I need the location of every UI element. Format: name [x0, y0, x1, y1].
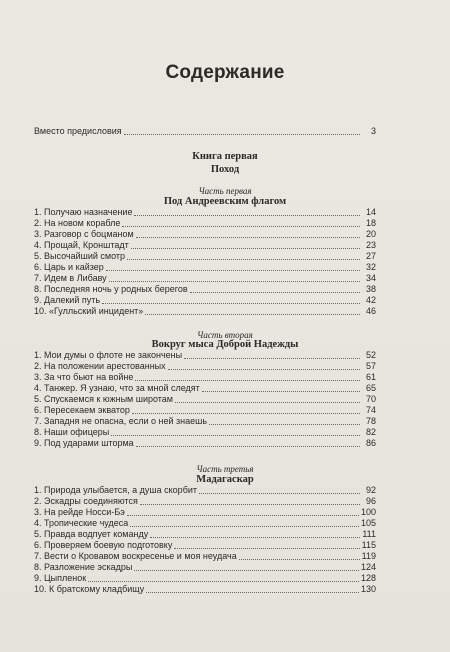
toc-entry — [34, 438, 376, 449]
toc-entry-label: 10. К братскому кладбищу — [34, 584, 145, 594]
toc-entry — [34, 496, 376, 507]
toc-entry — [34, 273, 376, 284]
toc-entry-page: 119 — [361, 551, 376, 561]
dot-leader — [239, 558, 360, 560]
toc-entry-page: 61 — [365, 372, 376, 382]
toc-entry — [34, 416, 376, 427]
toc-entry-page: 42 — [365, 295, 376, 305]
toc-entry-label: 6. Пересекаем экватор — [34, 405, 130, 415]
dot-leader — [124, 133, 360, 135]
toc-entry — [34, 218, 376, 229]
book-title: Книга первая — [192, 151, 258, 162]
toc-entry-page: 124 — [360, 562, 376, 572]
toc-entry — [34, 507, 376, 518]
toc-entry-label: 3. На рейде Носси-Бэ — [34, 507, 125, 517]
toc-entry — [34, 540, 376, 551]
toc-entry-label: 7. Вести о Кровавом воскресенье и моя неудача — [34, 551, 237, 561]
toc-entry-label: 4. Танжер. Я узнаю, что за мной следят — [34, 383, 200, 393]
toc-entry — [34, 262, 376, 273]
toc-entry — [34, 427, 376, 438]
toc-entry-page: 65 — [365, 383, 376, 393]
toc-entry-label: Вместо предисловия — [34, 126, 122, 136]
dot-leader — [136, 445, 360, 447]
toc-entry — [34, 295, 376, 306]
toc-entry — [34, 383, 376, 394]
dot-leader — [131, 247, 360, 249]
dot-leader — [174, 547, 359, 549]
dot-leader — [122, 225, 360, 227]
toc-entry — [34, 562, 376, 573]
toc-entry-page: 96 — [365, 496, 376, 506]
dot-leader — [146, 591, 359, 593]
dot-leader — [135, 379, 360, 381]
toc-entry-label: 1. Получаю назначение — [34, 207, 133, 217]
toc-entry — [34, 251, 376, 262]
toc-entry-preface — [34, 126, 376, 137]
toc-entry — [34, 361, 376, 372]
toc-entry — [34, 207, 376, 218]
toc-entry-page: 27 — [365, 251, 376, 261]
toc-entry — [34, 350, 376, 361]
book-subtitle: Поход — [210, 164, 240, 175]
toc-entry-page: 32 — [365, 262, 376, 272]
toc-entry-page: 78 — [365, 416, 376, 426]
dot-leader — [88, 580, 359, 582]
dot-leader — [127, 514, 359, 516]
dot-leader — [132, 412, 360, 414]
toc-entry-page: 111 — [362, 529, 376, 539]
toc-entry-page: 52 — [365, 350, 376, 360]
dot-leader — [140, 503, 360, 505]
toc-entry-label: 5. Высочайший смотр — [34, 251, 126, 261]
toc-entry-page: 34 — [365, 273, 376, 283]
dot-leader — [209, 423, 360, 425]
toc-entry-label: 2. Эскадры соединяются — [34, 496, 138, 506]
toc-entry-label: 4. Тропические чудеса — [34, 518, 129, 528]
dot-leader — [106, 269, 360, 271]
toc-entry — [34, 573, 376, 584]
toc-entry-page: 100 — [360, 507, 376, 517]
part-title: Вокруг мыса Доброй Надежды — [151, 339, 299, 350]
toc-entry-label: 6. Проверяем боевую подготовку — [34, 540, 173, 550]
toc-entry-page: 46 — [365, 306, 376, 316]
toc-entry-page: 3 — [370, 126, 376, 136]
toc-entry — [34, 229, 376, 240]
toc-entry-label: 7. Западня не опасна, если о ней знаешь — [34, 416, 208, 426]
toc-entry-label: 1. Природа улыбается, а душа скорбит — [34, 485, 197, 495]
dot-leader — [175, 401, 360, 403]
toc-entry-page: 14 — [365, 207, 376, 217]
toc-entry — [34, 240, 376, 251]
toc-entry — [34, 529, 376, 540]
toc-entry-page: 86 — [365, 438, 376, 448]
dot-leader — [134, 214, 360, 216]
toc-entry — [34, 518, 376, 529]
toc-entry — [34, 306, 376, 317]
toc-entry-page: 70 — [365, 394, 376, 404]
part-title: Мадагаскар — [196, 474, 254, 485]
toc-entry-label: 6. Царь и кайзер — [34, 262, 104, 272]
dot-leader — [134, 569, 359, 571]
toc-entry-label: 5. Правда водпует команду — [34, 529, 149, 539]
toc-entry-label: 7. Идем в Либаву — [34, 273, 107, 283]
toc-entry-page: 18 — [365, 218, 376, 228]
dot-leader — [130, 525, 359, 527]
dot-leader — [199, 492, 360, 494]
dot-leader — [190, 291, 360, 293]
toc-entry — [34, 284, 376, 295]
toc-entry-page: 115 — [361, 540, 376, 550]
toc-entry — [34, 584, 376, 595]
toc-entry-label: 5. Спускаемся к южным широтам — [34, 394, 173, 404]
toc-entry-label: 1. Мои думы о флоте не закончены — [34, 350, 183, 360]
part-label: Часть третья — [196, 464, 254, 474]
toc-entry-label: 2. На новом корабле — [34, 218, 121, 228]
toc-entry-page: 105 — [360, 518, 376, 528]
toc-entry-page: 128 — [360, 573, 376, 583]
toc-entry-page: 38 — [365, 284, 376, 294]
toc-entry-label: 9. Под ударами шторма — [34, 438, 134, 448]
dot-leader — [102, 302, 360, 304]
dot-leader — [184, 357, 360, 359]
dot-leader — [111, 434, 360, 436]
toc-entry — [34, 485, 376, 496]
toc-entry — [34, 394, 376, 405]
toc-entry-label: 9. Далекий путь — [34, 295, 101, 305]
toc-entry — [34, 405, 376, 416]
toc-entry-page: 82 — [365, 427, 376, 437]
toc-entry-label: 8. Наши офицеры — [34, 427, 110, 437]
toc-entry-label: 10. «Гулльский инцидент» — [34, 306, 144, 316]
part-title: Под Андреевским флагом — [163, 196, 287, 207]
toc-entry — [34, 551, 376, 562]
dot-leader — [127, 258, 360, 260]
toc-entry-label: 3. Разговор с боцманом — [34, 229, 134, 239]
toc-entry-label: 8. Последняя ночь у родных берегов — [34, 284, 188, 294]
toc-entry-page: 57 — [365, 361, 376, 371]
toc-entry-label: 4. Прощай, Кронштадт — [34, 240, 129, 250]
dot-leader — [109, 280, 360, 282]
toc-entry-page: 74 — [365, 405, 376, 415]
toc-entry-label: 8. Разложение эскадры — [34, 562, 133, 572]
toc-entry-page: 23 — [365, 240, 376, 250]
dot-leader — [145, 313, 360, 315]
part-label: Часть вторая — [197, 330, 253, 340]
dot-leader — [136, 236, 360, 238]
toc-entry-page: 20 — [365, 229, 376, 239]
page-title: Содержание — [165, 62, 285, 83]
dot-leader — [168, 368, 360, 370]
toc-entry-page: 92 — [365, 485, 376, 495]
toc-entry-label: 9. Цыпленок — [34, 573, 87, 583]
toc-entry-label: 3. За что бьют на войне — [34, 372, 134, 382]
toc-entry-label: 2. На положении арестованных — [34, 361, 166, 371]
part-label: Часть первая — [198, 186, 252, 196]
toc-entry-page: 130 — [360, 584, 376, 594]
dot-leader — [202, 390, 360, 392]
toc-entry — [34, 372, 376, 383]
dot-leader — [150, 536, 360, 538]
